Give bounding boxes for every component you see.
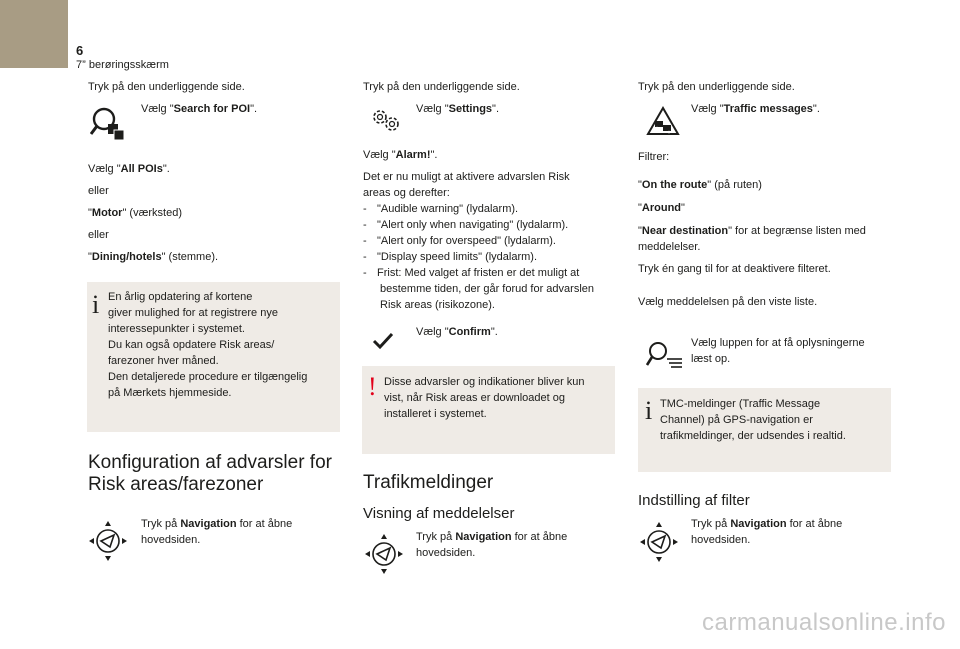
step-navigation-col1: Tryk på Navigation for at åbne hovedsiden. (141, 518, 293, 546)
warning-icon: ! (368, 372, 377, 401)
chapter-tab (0, 0, 68, 68)
navigation-icon (364, 533, 404, 575)
navigation-icon (639, 521, 679, 563)
select-message-text: Vælg meddelelsen på den viste liste. (638, 296, 818, 308)
info-icon: i (92, 290, 100, 319)
list-item: - "Display speed limits" (lydalarm). (363, 250, 594, 266)
heading-risk-areas: Konfiguration af advarsler for Risk areas/farezoner (88, 452, 332, 495)
list-item: - "Alert only for overspeed" (lydalarm). (363, 234, 594, 250)
step-dining: "Dining/hotels" (stemme). (88, 251, 219, 263)
step-magnifier: Vælg luppen for at få oplysningerne læst op. (691, 337, 865, 365)
step-alarm: Vælg "Alarm!". (363, 149, 438, 161)
step-motor: "Motor" (værksted) (88, 207, 182, 219)
search-poi-icon (90, 106, 128, 146)
traffic-messages-icon (646, 106, 680, 136)
step-traffic-messages: Vælg "Traffic messages". (691, 103, 820, 115)
info-icon: i (645, 396, 653, 425)
magnifier-icon (646, 340, 684, 370)
warning-text: Disse advarsler og indikationer bliver kun vist, når Risk areas er downloadet og installeret i systemet. (384, 376, 585, 420)
step-navigation-col2: Tryk på Navigation for at åbne hovedsiden. (416, 531, 568, 559)
or-text-1: eller (88, 185, 109, 197)
list-item: - "Alert only when navigating" (lydalarm). (363, 218, 594, 234)
filter-on-route: "On the route" (på ruten) (638, 179, 762, 191)
filter-around: "Around" (638, 202, 685, 214)
step-settings: Vælg "Settings". (416, 103, 500, 115)
step-search-poi: Vælg "Search for POI". (141, 103, 258, 115)
col3-intro: Tryk på den underliggende side. (638, 81, 795, 93)
navigation-icon (88, 520, 128, 562)
checkmark-icon (372, 332, 394, 350)
heading-filter-setting: Indstilling af filter (638, 492, 750, 509)
settings-icon (370, 104, 402, 134)
or-text-2: eller (88, 229, 109, 241)
step-navigation-col3: Tryk på Navigation for at åbne hovedsiden. (691, 518, 843, 546)
heading-traffic: Trafikmeldinger (363, 472, 494, 493)
alarm-options-text: Det er nu muligt at aktivere advarslen Risk areas og derefter: - "Audible warning" (lydalarm). - "Alert only when navigating" (lydalarm). - "Alert only for overspeed" (lydalarm). - "Display speed limits" (lydalarm). - Frist: Med valget af fristen er det muligt at bestemme tiden, der går forud for advarslen Risk areas (risikozone). (363, 170, 594, 313)
deactivate-text: Tryk én gang til for at deaktivere filteret. (638, 263, 831, 275)
info-text-updates: En årlig opdatering af kortene giver mulighed for at registrere nye interessepunkter i systemet. Du kan også opdatere Risk areas/ farezoner hver måned. Den detaljerede procedure er tilgængelig på Mærkets hjemmeside. (108, 291, 308, 399)
info-text-tmc: TMC-meldinger (Traffic Message Channel) på GPS-navigation er trafikmeldinger, der udsendes i realtid. (660, 398, 846, 442)
filters-label: Filtrer: (638, 151, 670, 163)
step-confirm: Vælg "Confirm". (416, 326, 498, 338)
col2-intro: Tryk på den underliggende side. (363, 81, 520, 93)
list-item: - "Audible warning" (lydalarm). (363, 202, 594, 218)
col1-intro: Tryk på den underliggende side. (88, 81, 245, 93)
list-item: - Frist: Med valget af fristen er det muligt at (363, 266, 594, 282)
section-title: 7” berøringsskærm (76, 59, 169, 71)
step-all-pois: Vælg "All POIs". (88, 163, 170, 175)
page-number: 6 (76, 43, 84, 58)
alarm-options-list (363, 202, 594, 282)
watermark: carmanualsonline.info (702, 609, 946, 637)
subheading-messages: Visning af meddelelser (363, 505, 515, 522)
filter-near-destination: "Near destination" for at begrænse listen med meddelelser. (638, 225, 866, 253)
